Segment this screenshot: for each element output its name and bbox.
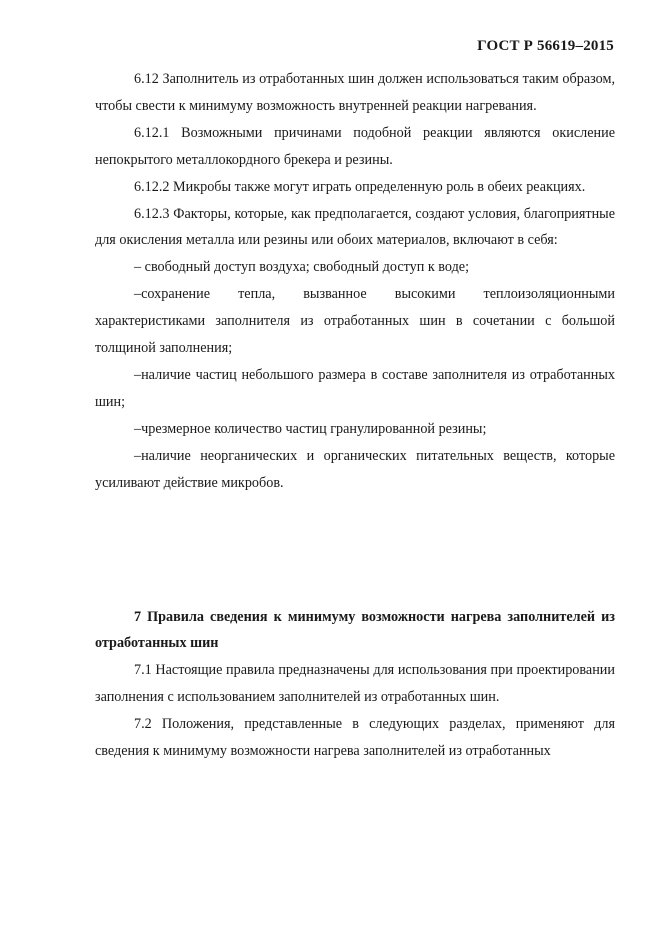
section-7-title: 7 Правила сведения к минимуму возможности нагрева заполнителей из отработанных шин (95, 608, 615, 652)
document-body (95, 66, 615, 765)
paragraph-6-12-2: 6.12.2 Микробы также могут играть определенную роль в обеих реакциях. (134, 178, 586, 195)
list-item-small-particles: –наличие частиц небольшого размера в составе заполнителя из отработанных шин; (95, 366, 615, 410)
paragraph-7-2: 7.2 Положения, представленные в следующих разделах, применяют для сведения к минимуму возможности нагрева заполнителей из отработанных (95, 716, 615, 760)
paragraph-7-1: 7.1 Настоящие правила предназначены для использования при проектировании заполнения с использованием заполнителей из отработанных шин. (95, 662, 615, 706)
document-code-header: ГОСТ Р 56619–2015 (477, 38, 614, 54)
list-item-air-water-access: – свободный доступ воздуха; свободный доступ к воде; (134, 259, 470, 276)
section-spacer (95, 497, 615, 604)
list-item-nutrients: –наличие неорганических и органических питательных веществ, которые усиливают действие микробов. (95, 447, 615, 491)
list-item-heat-retention: –сохранение тепла, вызванное высокими теплоизоляционными характеристиками заполнителя из отработанных шин в сочетании с большой толщиной заполнения; (95, 286, 615, 357)
paragraph-6-12-1: 6.12.1 Возможными причинами подобной реакции являются окисление непокрытого металлокордного брекера и резины. (95, 124, 615, 168)
paragraph-6-12: 6.12 Заполнитель из отработанных шин должен использоваться таким образом, чтобы свести к минимуму возможность внутренней реакции нагревания. (95, 71, 615, 114)
paragraph-6-12-3: 6.12.3 Факторы, которые, как предполагается, создают условия, благоприятные для окисления металла или резины или обоих материалов, включают в себя: (95, 205, 615, 249)
list-item-excess-granulated-rubber: –чрезмерное количество частиц гранулированной резины; (134, 420, 487, 437)
